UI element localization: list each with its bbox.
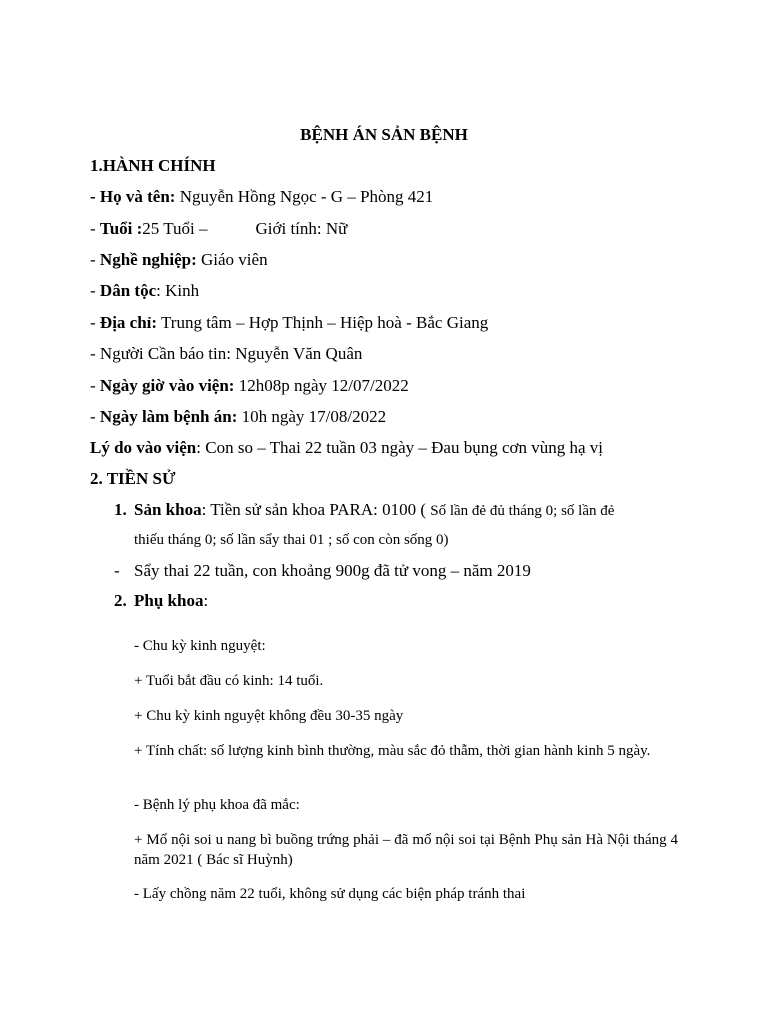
field-value: : Kinh: [156, 281, 200, 300]
field-dan-toc: [90, 280, 199, 302]
field-gioi-tinh: Giới tính: Nữ: [255, 219, 348, 238]
field-label: Lý do vào viện: [90, 438, 197, 457]
field-value: 25 Tuổi –: [142, 219, 208, 238]
item-colon: :: [203, 591, 209, 610]
field-dash: -: [90, 250, 100, 269]
field-ngay-vao-vien: [90, 375, 409, 397]
list-item-say-thai: Sẩy thai 22 tuần, con khoảng 900g đã tử vong – năm 2019: [134, 561, 531, 580]
document-title: BỆNH ÁN SẢN BỆNH: [300, 125, 468, 144]
item-text: Tiền sử sản khoa PARA: 0100 (: [210, 500, 431, 519]
list-item-san-khoa-continued: thiếu tháng 0; số lần sẩy thai 01 ; số con còn sống 0): [134, 532, 449, 548]
item-label: Phụ khoa: [134, 591, 204, 610]
field-label: - Họ và tên:: [90, 187, 176, 206]
field-ngay-lam-benh-an: [90, 406, 386, 428]
field-value: Nguyễn Hồng Ngọc - G – Phòng 421: [175, 187, 434, 206]
paragraph-tinh-chat: + Tính chất: số lượng kinh bình thường, màu sắc đỏ thẫm, thời gian hành kinh 5 ngày.: [134, 743, 651, 759]
field-nghe-nghiep: [90, 249, 268, 271]
paragraph-chu-ky: - Chu kỳ kinh nguyệt:: [134, 638, 266, 654]
item-text-detail: Số lần đẻ đủ tháng 0; số lần đẻ: [430, 503, 615, 519]
paragraph-chu-ky-khong-deu: + Chu kỳ kinh nguyệt không đều 30-35 ngày: [134, 708, 404, 724]
item-colon: :: [201, 500, 211, 519]
field-value: Trung tâm – Hợp Thịnh – Hiệp hoà - Bắc Giang: [157, 313, 489, 332]
paragraph-mo-noi-soi: + Mổ nội soi u nang bì buồng trứng phải – đã mổ nội soi tại Bệnh Phụ sản Hà Nội tháng 4 năm 2021 ( Bác sĩ Huỳnh): [134, 832, 678, 868]
field-label: Nghề nghiệp:: [99, 250, 197, 269]
list-bullet: -: [114, 561, 120, 580]
list-number: 1.: [114, 500, 127, 519]
field-dash: -: [90, 407, 100, 426]
field-ho-ten: [90, 186, 433, 208]
section-heading-tien-su: 2. TIỀN SỬ: [90, 469, 176, 488]
field-label: Ngày giờ vào viện:: [99, 376, 235, 395]
paragraph-lay-chong: - Lấy chồng năm 22 tuổi, không sử dụng các biện pháp tránh thai: [134, 886, 526, 902]
field-dash: -: [90, 281, 100, 300]
field-value: 12h08p ngày 12/07/2022: [234, 376, 409, 395]
item-label: Sản khoa: [134, 500, 202, 519]
field-dash: -: [90, 219, 100, 238]
paragraph-benh-ly: - Bệnh lý phụ khoa đã mắc:: [134, 797, 300, 813]
field-ly-do-vao-vien: [90, 437, 603, 459]
field-label: Địa chỉ:: [99, 313, 158, 332]
field-tuoi: [90, 218, 347, 240]
field-label: Dân tộc: [99, 281, 157, 300]
field-label: Tuổi :: [99, 219, 143, 238]
field-dia-chi: [90, 312, 488, 334]
field-value: : Con so – Thai 22 tuần 03 ngày – Đau bụng cơn vùng hạ vị: [196, 438, 603, 457]
list-item-phu-khoa: [134, 590, 208, 612]
section-heading-hanh-chinh: 1.HÀNH CHÍNH: [90, 156, 216, 175]
field-value: 10h ngày 17/08/2022: [237, 407, 387, 426]
field-nguoi-can-bao-tin: - Người Cần báo tin: Nguyễn Văn Quân: [90, 344, 363, 363]
list-number: 2.: [114, 591, 127, 610]
paragraph-tuoi-bat-dau: + Tuổi bắt đầu có kinh: 14 tuổi.: [134, 673, 324, 689]
field-label: Ngày làm bệnh án:: [99, 407, 238, 426]
list-item-san-khoa: [134, 499, 614, 521]
field-value: Giáo viên: [196, 250, 268, 269]
field-dash: -: [90, 313, 100, 332]
field-dash: -: [90, 376, 100, 395]
